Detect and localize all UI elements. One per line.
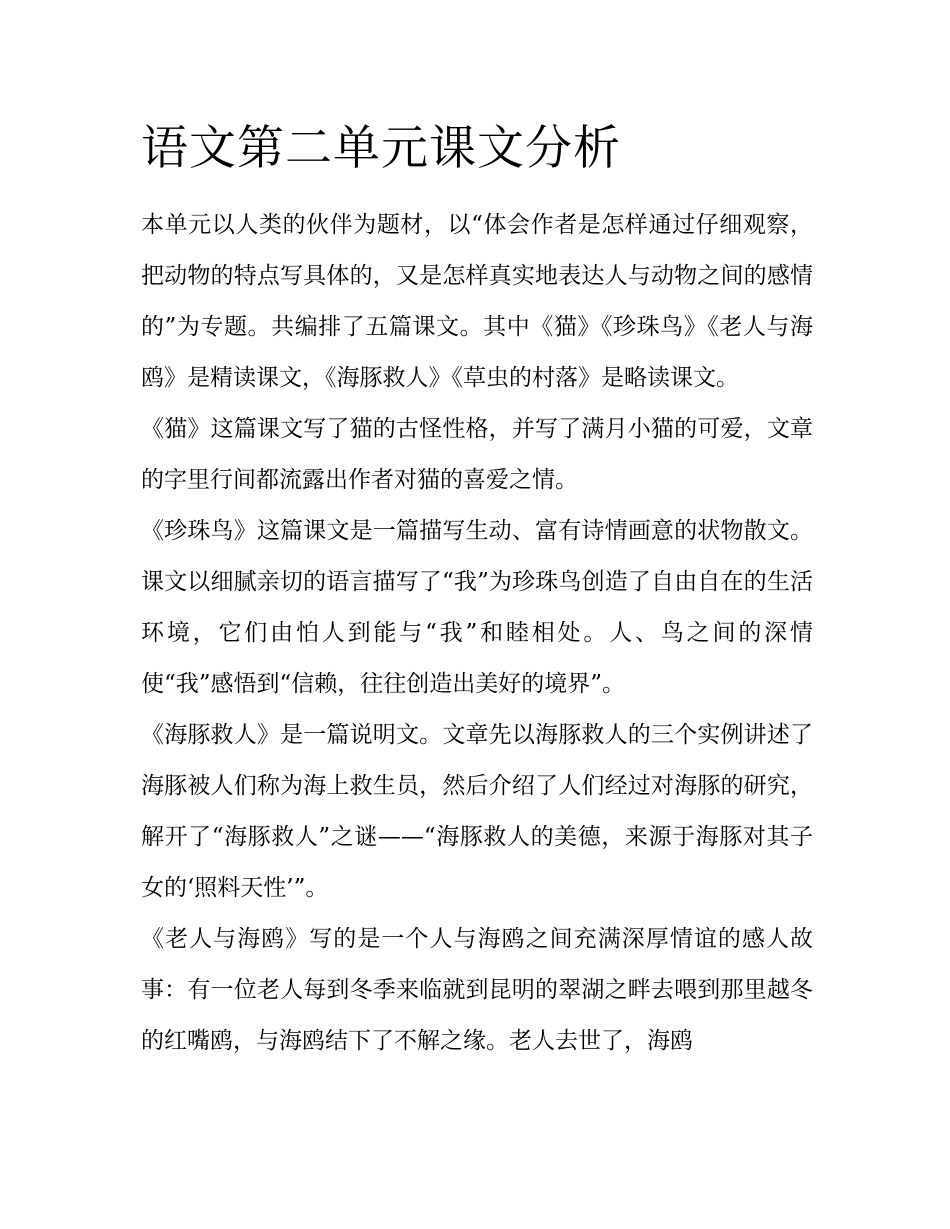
paragraph-dolphin: 《海豚救人》是一篇说明文。文章先以海豚救人的三个实例讲述了海豚被人们称为海上救生员，然后介绍了人们经过对海豚的研究，解开了“海豚救人”之谜——“海豚救人的美德，来源于海豚对其子女的‘照料天性’”。	[141, 722, 813, 901]
paragraph-old-man-seagull: 《老人与海鸥》写的是一个人与海鸥之间充满深厚情谊的感人故事：有一位老人每到冬季来临就到昆明的翠湖之畔去喂到那里越冬的红嘴鸥，与海鸥结下了不解之缘。老人去世了，海鸥	[141, 926, 813, 1054]
document-title: 语文第二单元课文分析	[141, 121, 621, 176]
paragraph-unit-intro: 本单元以人类的伙伴为题材，以“体会作者是怎样通过仔细观察，把动物的特点写具体的，又是怎样真实地表达人与动物之间的感情的”为专题。共编排了五篇课文。其中《猫》《珍珠鸟》《老人与海鸥》是精读课文，《海豚救人》《草虫的村落》是略读课文。	[141, 212, 813, 391]
paragraph-pearl-bird: 《珍珠鸟》这篇课文是一篇描写生动、富有诗情画意的状物散文。课文以细腻亲切的语言描写了“我”为珍珠鸟创造了自由自在的生活环境，它们由怕人到能与“我”和睦相处。人、鸟之间的深情使“我”感悟到“信赖，往往创造出美好的境界”。	[141, 518, 813, 697]
document-page	[141, 112, 813, 1067]
paragraph-cat: 《猫》这篇课文写了猫的古怪性格，并写了满月小猫的可爱，文章的字里行间都流露出作者对猫的喜爱之情。	[141, 416, 813, 493]
